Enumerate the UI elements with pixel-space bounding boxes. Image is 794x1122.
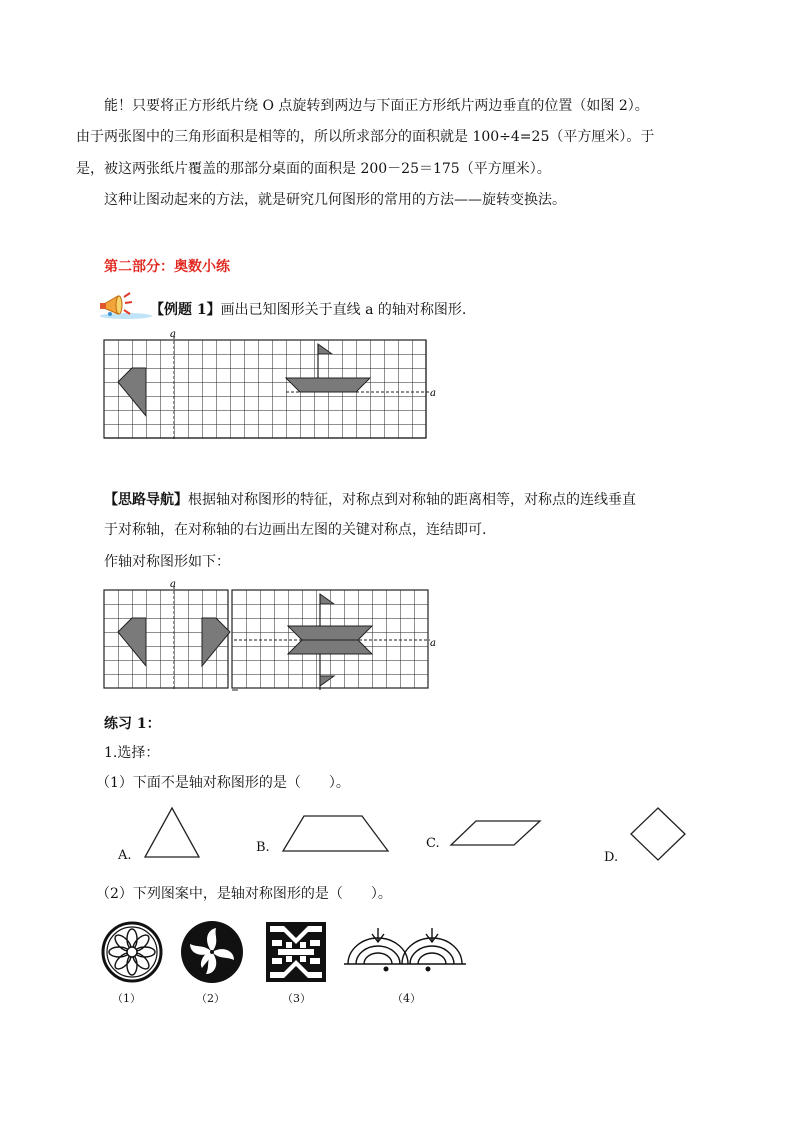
guide-line-1 bbox=[104, 490, 636, 510]
trapezoid-shape bbox=[280, 814, 392, 854]
intro-line-2: 由于两张图中的三角形面积是相等的，所以所求部分的面积就是 100÷4=25（平方厘米）。于 bbox=[76, 129, 655, 145]
pattern-2-bauhinia bbox=[180, 920, 244, 984]
example-tag: 【例题 1】 bbox=[150, 302, 221, 318]
practice-title: 练习 1： bbox=[104, 716, 161, 732]
intro-line-4: 这种让图动起来的方法，就是研究几何图形的常用的方法——旋转变换法。 bbox=[104, 192, 566, 208]
caption-3: （3） bbox=[282, 992, 311, 1005]
answer-grid-figure bbox=[100, 578, 440, 696]
example-grid-figure bbox=[100, 330, 440, 442]
caption-4: （4） bbox=[392, 992, 421, 1005]
intro-line-1: 能！只要将正方形纸片绕 O 点旋转到两边与下面正方形纸片两边垂直的位置（如图 2）。 bbox=[104, 98, 649, 114]
axis-label-horizontal: a bbox=[430, 388, 436, 399]
answer-axis-label-horizontal: a bbox=[430, 638, 436, 649]
question-1-2: （2）下列图案中，是轴对称图形的是（ ）。 bbox=[96, 886, 392, 902]
megaphone-icon bbox=[98, 290, 154, 320]
parallelogram-shape bbox=[448, 818, 544, 848]
option-c-label[interactable]: C. bbox=[426, 836, 440, 851]
option-d-label[interactable]: D. bbox=[604, 850, 619, 865]
pattern-4-arches bbox=[342, 926, 468, 976]
guide-line-2: 于对称轴，在对称轴的右边画出左图的关键对称点，连结即可. bbox=[104, 522, 487, 538]
pattern-3-square bbox=[264, 920, 328, 984]
option-a-label[interactable]: A. bbox=[118, 848, 132, 863]
pattern-1-flower bbox=[100, 920, 164, 984]
question-1: 1.选择： bbox=[104, 745, 160, 761]
axis-label-vertical: a bbox=[170, 330, 176, 340]
example-text: 画出已知图形关于直线 a 的轴对称图形. bbox=[220, 302, 467, 318]
caption-2: （2） bbox=[196, 992, 225, 1005]
triangle-shape bbox=[142, 806, 202, 860]
guide-tag: 【思路导航】 bbox=[104, 492, 188, 508]
guide-line-3: 作轴对称图形如下： bbox=[104, 554, 230, 570]
caption-1: （1） bbox=[112, 992, 141, 1005]
intro-line-3: 是，被这两张纸片覆盖的那部分桌面的面积是 200－25＝175（平方厘米）。 bbox=[76, 161, 551, 177]
answer-axis-label-vertical: a bbox=[170, 579, 176, 590]
guide-text-1: 根据轴对称图形的特征，对称点到对称轴的距离相等，对称点的连线垂直 bbox=[188, 492, 636, 508]
question-1-1: （1）下面不是轴对称图形的是（ ）。 bbox=[96, 775, 350, 791]
section-title: 第二部分：奥数小练 bbox=[104, 259, 230, 275]
diamond-shape bbox=[628, 806, 688, 862]
option-b-label[interactable]: B. bbox=[256, 840, 270, 855]
example-line bbox=[150, 300, 466, 320]
